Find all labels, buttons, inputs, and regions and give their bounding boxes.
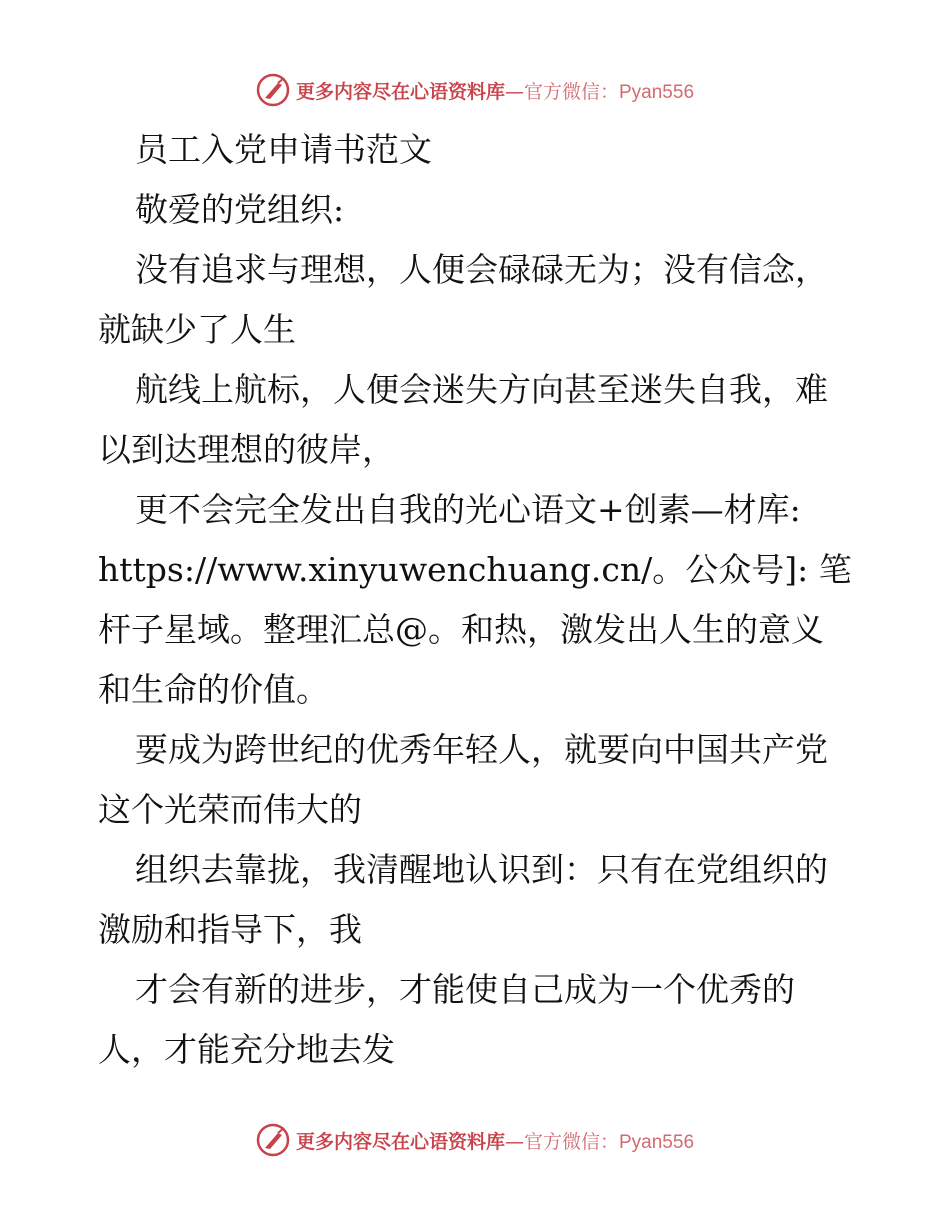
text-line: 人，才能充分地去发 xyxy=(98,1030,395,1069)
text-line: 要成为跨世纪的优秀年轻人，就要向中国共产党 xyxy=(135,730,828,769)
text-line: 更不会完全发出自我的光心语文+创素—材库: xyxy=(135,490,801,529)
quill-logo-icon xyxy=(256,1123,290,1157)
text-line: 没有追求与理想，人便会碌碌无为；没有信念， xyxy=(135,250,828,289)
text-line: 和生命的价值。 xyxy=(98,670,329,709)
banner-wechat-id: Pyan556 xyxy=(619,1131,695,1153)
document-title: 员工入党申请书范文 xyxy=(135,130,432,169)
text-line: 以到达理想的彼岸， xyxy=(98,430,395,469)
banner-dash: — xyxy=(504,1130,524,1153)
header-banner xyxy=(0,70,950,110)
text-line: 才会有新的进步，才能使自己成为一个优秀的 xyxy=(135,970,795,1009)
banner xyxy=(256,73,694,107)
banner-brand: 更多内容尽在心语资料库 xyxy=(295,1130,505,1153)
banner-label: 官方微信： xyxy=(523,1130,619,1153)
banner-wechat-id: Pyan556 xyxy=(619,81,695,103)
text-line: 这个光荣而伟大的 xyxy=(98,790,362,829)
text-line: 航线上航标，人便会迷失方向甚至迷失自我，难 xyxy=(135,370,828,409)
text-line: 组织去靠拢，我清醒地认识到：只有在党组织的 xyxy=(135,850,828,889)
text-line: 杆子星域。整理汇总@。和热，激发出人生的意义 xyxy=(98,610,824,649)
banner-label: 官方微信： xyxy=(523,80,619,103)
document-body xyxy=(98,120,858,1080)
text-line: https://www.xinyuwenchuang.cn/。公众号]: 笔 xyxy=(98,550,852,589)
text-line: 激励和指导下，我 xyxy=(98,910,362,949)
banner-dash: — xyxy=(504,80,524,103)
footer-banner xyxy=(0,1120,950,1160)
text-line: 就缺少了人生 xyxy=(98,310,296,349)
banner xyxy=(256,1123,694,1157)
banner-brand: 更多内容尽在心语资料库 xyxy=(295,80,505,103)
salutation: 敬爱的党组织: xyxy=(135,190,345,229)
quill-logo-icon xyxy=(256,73,290,107)
